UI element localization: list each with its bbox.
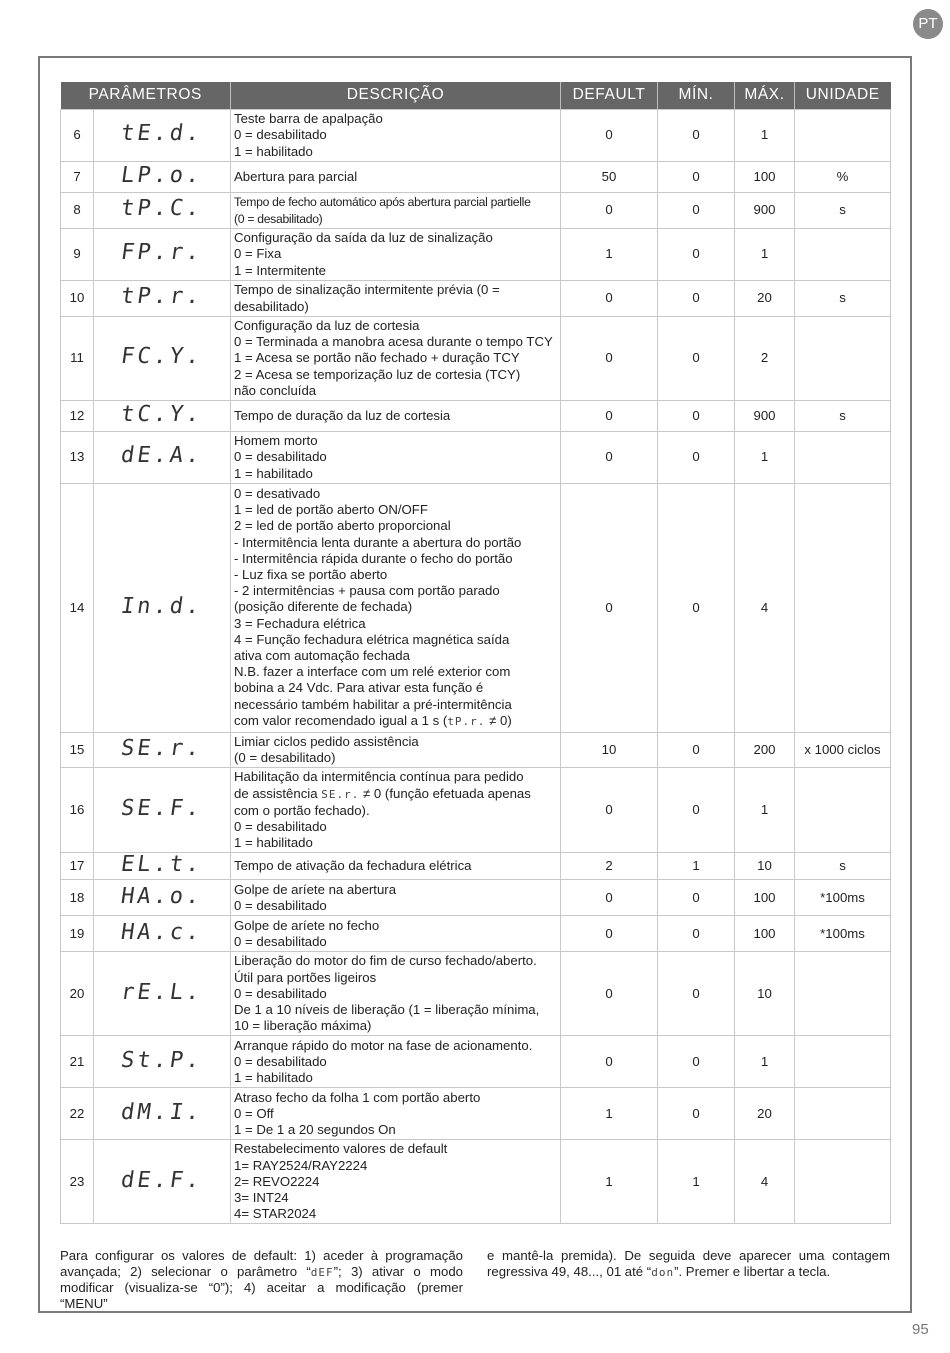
unit-value — [795, 1088, 891, 1140]
min-value: 1 — [658, 1140, 735, 1224]
parameters-table — [60, 82, 891, 1224]
min-value: 0 — [658, 1088, 735, 1140]
lcd-code: HA.o. — [119, 883, 205, 909]
description-line: Útil para portões ligeiros — [234, 969, 377, 985]
lcd-code: dE.F. — [119, 1167, 205, 1193]
max-value: 900 — [735, 401, 795, 432]
description-line: desabilitado) — [234, 298, 309, 314]
param-number: 12 — [61, 401, 94, 432]
description-line: 4= STAR2024 — [234, 1206, 317, 1222]
description-line: Tempo de ativação da fechadura elétrica — [234, 858, 472, 874]
description-line: bobina a 24 Vdc. Para ativar esta função é — [234, 680, 484, 696]
param-description — [231, 162, 561, 193]
description-line: Configuração da saída da luz de sinalização — [234, 230, 493, 246]
max-value: 10 — [735, 853, 795, 880]
param-description — [231, 1088, 561, 1140]
default-value: 0 — [561, 880, 658, 916]
param-description — [231, 1140, 561, 1224]
lcd-code: EL.t. — [119, 852, 205, 878]
default-value: 0 — [561, 432, 658, 484]
lcd-code-inline: don — [651, 1265, 675, 1279]
param-number: 11 — [61, 317, 94, 401]
default-value: 0 — [561, 768, 658, 853]
description-line: Habilitação da intermitência contínua para pedido — [234, 769, 524, 785]
param-description — [231, 880, 561, 916]
param-description — [231, 853, 561, 880]
min-value: 0 — [658, 484, 735, 733]
description-line: Tempo de sinalização intermitente prévia (0 = — [234, 282, 500, 298]
description-line: 3= INT24 — [234, 1190, 289, 1206]
param-code-cell — [94, 281, 231, 317]
table-row — [61, 1140, 891, 1224]
table-row — [61, 432, 891, 484]
lcd-code-inline: tP.r. — [447, 714, 486, 728]
param-description — [231, 110, 561, 162]
param-code-cell — [94, 1088, 231, 1140]
description-line: Liberação do motor do fim de curso fechado/aberto. — [234, 953, 537, 969]
header-min: MÍN. — [658, 82, 735, 110]
description-line: 0 = desabilitado — [234, 933, 327, 949]
param-number: 18 — [61, 880, 94, 916]
default-value: 0 — [561, 952, 658, 1036]
description-line: 2 = Acesa se temporização luz de cortesia (TCY) — [234, 366, 521, 382]
table-row — [61, 1036, 891, 1088]
description-line: - Intermitência lenta durante a abertura do portão — [234, 534, 522, 550]
min-value: 0 — [658, 317, 735, 401]
description-line: 0 = desabilitado — [234, 127, 327, 143]
lcd-code: dE.A. — [119, 443, 205, 469]
table-row — [61, 484, 891, 733]
lcd-code: tE.d. — [119, 121, 205, 147]
default-value: 50 — [561, 162, 658, 193]
lcd-code: tP.C. — [119, 196, 205, 222]
description-line: de assistência SE.r. ≠ 0 (função efetuada apenas — [234, 785, 531, 801]
table-row — [61, 880, 891, 916]
min-value: 0 — [658, 229, 735, 281]
lcd-code: tC.Y. — [119, 401, 205, 427]
table-row — [61, 229, 891, 281]
description-line: 1 = Intermitente — [234, 262, 326, 278]
description-line: com valor recomendado igual a 1 s (tP.r. ≠ 0) — [234, 712, 512, 728]
default-value: 0 — [561, 401, 658, 432]
param-code-cell — [94, 432, 231, 484]
default-value: 1 — [561, 1088, 658, 1140]
table-row — [61, 281, 891, 317]
description-line: 1 = habilitado — [234, 465, 313, 481]
unit-value: *100ms — [795, 880, 891, 916]
description-line: Configuração da luz de cortesia — [234, 318, 420, 333]
param-description — [231, 281, 561, 317]
param-number: 15 — [61, 733, 94, 768]
param-code-cell — [94, 952, 231, 1036]
default-value: 0 — [561, 317, 658, 401]
description-line: 2= REVO2224 — [234, 1173, 320, 1189]
param-number: 7 — [61, 162, 94, 193]
description-line: Atraso fecho da folha 1 com portão aberto — [234, 1089, 481, 1105]
description-line: 0 = desabilitado — [234, 449, 327, 465]
description-line: - Luz fixa se portão aberto — [234, 567, 388, 582]
description-line: 0 = desabilitado — [234, 897, 327, 913]
lcd-code: FC.Y. — [119, 344, 205, 370]
unit-value: s — [795, 401, 891, 432]
description-line: Homem morto — [234, 433, 318, 449]
param-description — [231, 768, 561, 853]
param-number: 17 — [61, 853, 94, 880]
lcd-code: rE.L. — [119, 979, 205, 1005]
min-value: 0 — [658, 193, 735, 229]
footer-note-left: Para configurar os valores de default: 1) aceder à programação avançada; 2) selecionar o parâmetro “dEF”; 3) ativar o modo modificar (visualiza-se “0”); 4) aceitar a modificação (premer “MENU” — [60, 1248, 464, 1311]
default-value: 0 — [561, 916, 658, 952]
description-line: 3 = Fechadura elétrica — [234, 615, 366, 631]
unit-value: x 1000 ciclos — [795, 733, 891, 768]
max-value: 1 — [735, 768, 795, 853]
param-description — [231, 432, 561, 484]
description-line: ativa com automação fechada — [234, 648, 410, 664]
description-line: 0 = Terminada a manobra acesa durante o tempo TCY — [234, 334, 553, 350]
table-row — [61, 916, 891, 952]
unit-value — [795, 317, 891, 401]
unit-value: s — [795, 853, 891, 880]
min-value: 1 — [658, 853, 735, 880]
description-line: 0 = Off — [234, 1105, 274, 1121]
max-value: 10 — [735, 952, 795, 1036]
max-value: 20 — [735, 281, 795, 317]
table-row — [61, 952, 891, 1036]
description-line: 0 = desabilitado — [234, 1053, 327, 1069]
table-row — [61, 733, 891, 768]
default-value: 1 — [561, 229, 658, 281]
min-value: 0 — [658, 880, 735, 916]
unit-value — [795, 1036, 891, 1088]
min-value: 0 — [658, 916, 735, 952]
max-value: 1 — [735, 432, 795, 484]
param-description — [231, 484, 561, 733]
description-line: 2 = led de portão aberto proporcional — [234, 518, 451, 534]
unit-value — [795, 1140, 891, 1224]
header-descricao: DESCRIÇÃO — [231, 82, 561, 110]
param-code-cell — [94, 162, 231, 193]
description-line: - 2 intermitências + pausa com portão parado — [234, 583, 500, 599]
description-line: Limiar ciclos pedido assistência — [234, 734, 419, 750]
lcd-code: St.P. — [119, 1047, 205, 1073]
table-row — [61, 162, 891, 193]
lcd-code-inline: dEF — [310, 1265, 334, 1279]
param-number: 23 — [61, 1140, 94, 1224]
param-number: 19 — [61, 916, 94, 952]
header-default: DEFAULT — [561, 82, 658, 110]
param-code-cell — [94, 853, 231, 880]
description-line: não concluída — [234, 382, 317, 398]
table-row — [61, 110, 891, 162]
default-value: 10 — [561, 733, 658, 768]
param-number: 13 — [61, 432, 94, 484]
table-row — [61, 1088, 891, 1140]
unit-value — [795, 768, 891, 853]
table-header-row — [61, 82, 891, 110]
language-badge: PT — [913, 9, 943, 39]
default-value: 0 — [561, 1036, 658, 1088]
param-number: 16 — [61, 768, 94, 853]
param-code-cell — [94, 1036, 231, 1088]
description-line: De 1 a 10 níveis de liberação (1 = liberação mínima, — [234, 1002, 540, 1018]
max-value: 1 — [735, 110, 795, 162]
description-line: Tempo de fecho automático após abertura parcial partielle — [234, 195, 531, 210]
description-line: 10 = liberação máxima) — [234, 1018, 372, 1034]
param-number: 20 — [61, 952, 94, 1036]
param-number: 22 — [61, 1088, 94, 1140]
param-description — [231, 916, 561, 952]
param-description — [231, 229, 561, 281]
param-code-cell — [94, 193, 231, 229]
param-description — [231, 401, 561, 432]
param-description — [231, 317, 561, 401]
lcd-code: FP.r. — [119, 240, 205, 266]
min-value: 0 — [658, 952, 735, 1036]
min-value: 0 — [658, 432, 735, 484]
param-code-cell — [94, 484, 231, 733]
description-line: 0 = Fixa — [234, 246, 282, 262]
param-number: 6 — [61, 110, 94, 162]
lcd-code: In.d. — [119, 593, 205, 619]
description-line: 1 = De 1 a 20 segundos On — [234, 1122, 396, 1138]
max-value: 4 — [735, 1140, 795, 1224]
unit-value — [795, 110, 891, 162]
unit-value: *100ms — [795, 916, 891, 952]
header-parametros: PARÂMETROS — [61, 82, 231, 110]
description-line: 1 = habilitado — [234, 143, 313, 159]
description-line: (0 = desabilitado) — [234, 750, 336, 766]
default-value: 0 — [561, 484, 658, 733]
max-value: 100 — [735, 162, 795, 193]
description-line: Abertura para parcial — [234, 168, 358, 184]
param-number: 10 — [61, 281, 94, 317]
description-line: necessário também habilitar a pré-intermitência — [234, 696, 512, 712]
unit-value: s — [795, 193, 891, 229]
footer-note-right: e mantê-la premida). De seguida deve aparecer uma contagem regressiva 49, 48..., 01 até “don”. Premer e libertar a tecla. — [487, 1248, 890, 1279]
param-number: 21 — [61, 1036, 94, 1088]
param-description — [231, 193, 561, 229]
unit-value — [795, 484, 891, 733]
default-value: 2 — [561, 853, 658, 880]
max-value: 4 — [735, 484, 795, 733]
min-value: 0 — [658, 768, 735, 853]
min-value: 0 — [658, 281, 735, 317]
param-code-cell — [94, 1140, 231, 1224]
param-code-cell — [94, 768, 231, 853]
param-number: 9 — [61, 229, 94, 281]
description-line: (0 = desabilitado) — [234, 211, 323, 226]
description-line: 0 = desabilitado — [234, 819, 327, 835]
param-number: 14 — [61, 484, 94, 733]
header-max: MÁX. — [735, 82, 795, 110]
description-line: 1 = led de portão aberto ON/OFF — [234, 502, 428, 518]
table-row — [61, 401, 891, 432]
description-line: com o portão fechado). — [234, 802, 370, 818]
lcd-code: HA.c. — [119, 919, 205, 945]
min-value: 0 — [658, 733, 735, 768]
param-number: 8 — [61, 193, 94, 229]
lcd-code: tP.r. — [119, 284, 205, 310]
description-line: (posição diferente de fechada) — [234, 599, 413, 615]
header-unidade: UNIDADE — [795, 82, 891, 110]
default-value: 0 — [561, 193, 658, 229]
max-value: 100 — [735, 880, 795, 916]
param-code-cell — [94, 401, 231, 432]
param-code-cell — [94, 880, 231, 916]
default-value: 0 — [561, 110, 658, 162]
param-description — [231, 952, 561, 1036]
param-code-cell — [94, 733, 231, 768]
max-value: 100 — [735, 916, 795, 952]
page-number: 95 — [912, 1321, 929, 1338]
lcd-code: LP.o. — [119, 162, 205, 188]
param-code-cell — [94, 916, 231, 952]
min-value: 0 — [658, 1036, 735, 1088]
description-line: Golpe de aríete na abertura — [234, 881, 397, 897]
lcd-code: SE.r. — [119, 736, 205, 762]
default-value: 0 — [561, 281, 658, 317]
description-line: 0 = desativado — [234, 485, 321, 501]
param-code-cell — [94, 229, 231, 281]
param-code-cell — [94, 110, 231, 162]
min-value: 0 — [658, 110, 735, 162]
unit-value: s — [795, 281, 891, 317]
max-value: 200 — [735, 733, 795, 768]
max-value: 2 — [735, 317, 795, 401]
unit-value — [795, 432, 891, 484]
lcd-code-inline: SE.r. — [321, 787, 360, 801]
unit-value: % — [795, 162, 891, 193]
max-value: 1 — [735, 1036, 795, 1088]
max-value: 900 — [735, 193, 795, 229]
description-line: 1 = Acesa se portão não fechado + duração TCY — [234, 350, 520, 366]
description-line: 1 = habilitado — [234, 835, 313, 851]
description-line: Restabelecimento valores de default — [234, 1141, 448, 1157]
min-value: 0 — [658, 401, 735, 432]
unit-value — [795, 229, 891, 281]
description-line: Arranque rápido do motor na fase de acionamento. — [234, 1037, 533, 1053]
description-line: 1= RAY2524/RAY2224 — [234, 1157, 368, 1173]
param-code-cell — [94, 317, 231, 401]
lcd-code: dM.I. — [119, 1099, 205, 1125]
description-line: Teste barra de apalpação — [234, 111, 383, 127]
description-line: 1 = habilitado — [234, 1070, 313, 1086]
description-line: N.B. fazer a interface com um relé exterior com — [234, 664, 511, 680]
table-row — [61, 317, 891, 401]
description-line: 0 = desabilitado — [234, 985, 327, 1001]
description-line: Golpe de aríete no fecho — [234, 917, 380, 933]
description-line: - Intermitência rápida durante o fecho do portão — [234, 550, 513, 566]
lcd-code: SE.F. — [119, 796, 205, 822]
description-line: 4 = Função fechadura elétrica magnética saída — [234, 631, 510, 647]
table-row — [61, 853, 891, 880]
param-description — [231, 1036, 561, 1088]
table-row — [61, 768, 891, 853]
default-value: 1 — [561, 1140, 658, 1224]
param-description — [231, 733, 561, 768]
max-value: 1 — [735, 229, 795, 281]
min-value: 0 — [658, 162, 735, 193]
table-row — [61, 193, 891, 229]
description-line: Tempo de duração da luz de cortesia — [234, 407, 451, 423]
unit-value — [795, 952, 891, 1036]
max-value: 20 — [735, 1088, 795, 1140]
